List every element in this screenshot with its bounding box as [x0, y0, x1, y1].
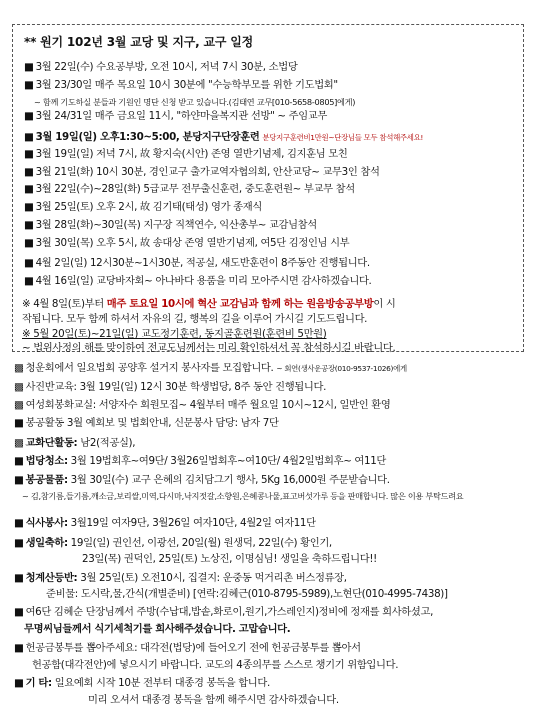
donation-thanks: ■ 여6단 김혜순 단장님께서 주방(수납대,밥솥,화로이,원기,가스레인지)정비에 정재를 희사하셨고, — [14, 606, 434, 618]
schedule-item: ■ 3월 22일(수) 수요공부방, 오전 10시, 저녁 7시 30분, 소법당 — [24, 61, 298, 73]
schedule-item: ■ 3월 19일(일) 오후1:30~5:00, 분당지구단장훈련 분당지구훈련비1만원~단장님들 모두 참석해주세요! — [24, 131, 424, 143]
activity-item: ▩ 교화단활동: 남2(적공실), — [14, 437, 136, 449]
activity-note: ~ 김,참기름,들기름,깨소금,보리쌀,미역,다시마,낙지젓갈,소향원,은혜콩나물,표고버섯가루 등을 판매합니다. 많은 이용 부탁드려요 — [22, 491, 464, 501]
notice-training: ※ 5월 20일(토)~21일(일) 교도정기훈련, 동지골훈련원(훈련비 5만원) — [22, 328, 327, 340]
page-title: ** 원기 102년 3월 교당 및 지구, 교구 일정 — [24, 35, 254, 49]
schedule-item: ■ 3월 24/31일 매주 금요일 11시, "하얀마을복지관 선방" ~ 주임교무 — [24, 110, 327, 122]
notice-training-line2: ~ 법위사정의 해를 맞이하여 전교도님께서는 미리 확인하셔서 꼭 참석하시길 바랍니다. — [22, 342, 396, 354]
envelope-notice: ■ 헌공금봉투를 뽑아주세요: 대각전(법당)에 들어오기 전에 헌공금봉투를 뽑아서 — [14, 642, 361, 654]
schedule-item: ■ 3월 21일(화) 10시 30분, 경인교구 출가교역자협의회, 안산교당~ 교무3인 참석 — [24, 166, 380, 178]
schedule-item: ■ 3월 28일(화)~30일(목) 지구장 직책연수, 익산총부~ 교감님참석 — [24, 219, 317, 231]
schedule-item: ■ 4월 2일(일) 12시30분~1시30분, 적공실, 새도반훈련이 8주동안 진행됩니다. — [24, 257, 370, 269]
schedule-item: ■ 3월 30일(목) 오후 5시, 故 송대상 존영 열반기념제, 여5단 김정인님 시부 — [24, 237, 350, 249]
activity-continuation: 23일(목) 권덕인, 25일(토) 노상진, 이명심님! 생일을 축하드립니다!! — [82, 553, 377, 565]
activity-continuation: 준비물: 도시락,물,간식(개별준비) [연락:김혜근(010-8795-5989),노현단(010-4995-7438)] — [46, 588, 448, 600]
group-item: ▩ 청운회에서 일요법회 공양후 설거지 봉사자를 모집합니다. ~ 회연(생사운공장(010-9537-1026)에게 — [14, 362, 407, 374]
donation-thanks-line2: 무명씨님들께서 식기세척기를 희사해주셨습니다. 고맙습니다. — [24, 623, 291, 635]
activity-item: ■ 식사봉사: 3월19일 여자9단, 3월26일 여자10단, 4월2일 여자11단 — [14, 517, 316, 529]
group-item: ■ 봉공활동 3월 예회보 및 법회안내, 신문봉사 담당: 남자 7단 — [14, 417, 279, 429]
schedule-note: ~ 함께 기도하실 분들과 기원인 명단 신청 받고 있습니다.(김태연 교무[010-5658-0805]에게) — [34, 97, 356, 107]
schedule-item: ■ 3월 19일(일) 저녁 7시, 故 황지숙(시안) 존영 열반기념제, 김지훈님 모친 — [24, 148, 348, 160]
notice-broadcast-line2: 작됩니다. 모두 함께 하셔서 자유의 길, 행복의 길을 이루어 가시길 기도드립니다. — [22, 313, 368, 325]
notice-broadcast: ※ 4월 8일(토)부터 매주 토요일 10시에 혁산 교감님과 함께 하는 원음방송공부방이 시 — [22, 298, 396, 310]
schedule-item: ■ 3월 22일(수)~28일(화) 5급교무 전무출신훈련, 중도훈련원~ 부교무 참석 — [24, 183, 355, 195]
etc-notice-line2: 미리 오셔서 대종경 봉독을 함께 해주시면 감사하겠습니다. — [88, 694, 339, 706]
group-item: ▩ 사진반교육: 3월 19일(일) 12시 30분 학생법당, 8주 동안 진행됩니다. — [14, 381, 327, 393]
group-item: ▩ 여성회봉화교실: 서양자수 회원모집~ 4월부터 매주 월요일 10시~12시, 일반인 환영 — [14, 399, 391, 411]
activity-item: ■ 청계산등반: 3월 25일(토) 오전10시, 집결지: 운중동 먹거리촌 버스정류장, — [14, 572, 347, 584]
schedule-item: ■ 4월 16일(일) 교당바자회~ 아나바다 용품을 미리 모아주시면 감사하겠습니다. — [24, 275, 372, 287]
etc-notice: ■ 기 타: 일요예회 시작 10분 전부터 대종경 봉독을 합니다. — [14, 677, 270, 689]
envelope-notice-line2: 헌공함(대각전안)에 넣으시기 바랍니다. 교도의 4종의무를 스스로 챙기기 위함입니다. — [32, 659, 399, 671]
schedule-item: ■ 3월 25일(토) 오후 2시, 故 김기태(태성) 영가 종재식 — [24, 201, 262, 213]
activity-item: ■ 법당청소: 3월 19법회후~여9단/ 3월26일법회후~여10단/ 4월2일법회후~ 여11단 — [14, 455, 386, 467]
schedule-item: ■ 3월 23/30일 매주 목요일 10시 30분에 "수능학부모를 위한 기도법회" — [24, 79, 338, 91]
activity-item: ■ 봉공물품: 3월 30일(수) 교구 은혜의 김치담그기 행사, 5Kg 16,000원 주문받습니다. — [14, 474, 390, 486]
activity-item: ■ 생일축하: 19일(일) 권인선, 이광선, 20일(월) 원생덕, 22일(수) 황인기, — [14, 537, 332, 549]
